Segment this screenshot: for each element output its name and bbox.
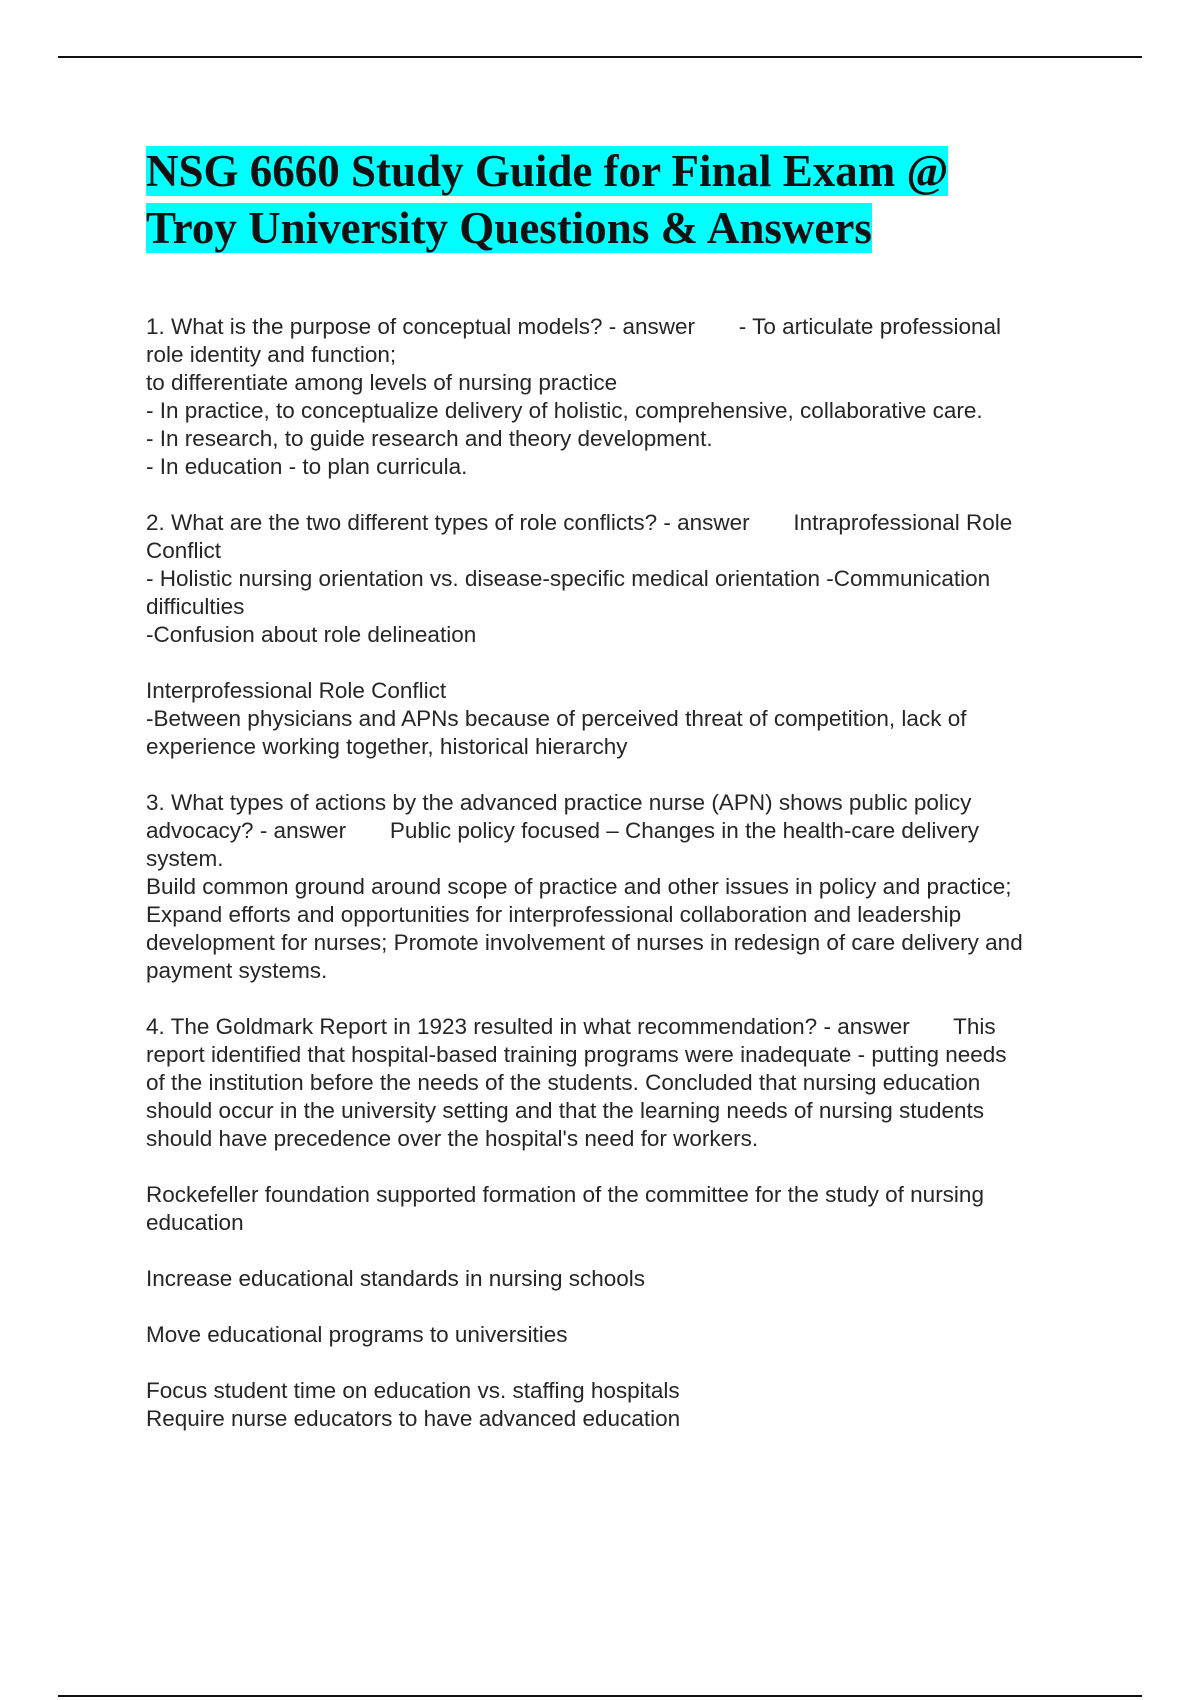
text-line: Increase educational standards in nursing schools (146, 1266, 646, 1291)
text-line: Conflict (146, 538, 222, 563)
paragraph (146, 789, 1096, 985)
text-line: 1. What is the purpose of conceptual models? - answer - To articulate professional (146, 314, 1002, 339)
paragraph-gap (146, 1293, 1096, 1321)
text-line: experience working together, historical hierarchy (146, 734, 628, 759)
text-line: - In education - to plan curricula. (146, 454, 468, 479)
paragraph (146, 1181, 1096, 1237)
text-line: education (146, 1210, 244, 1235)
bottom-divider (58, 1695, 1142, 1697)
text-line: should have precedence over the hospital's need for workers. (146, 1126, 759, 1151)
text-line: advocacy? - answer Public policy focused – Changes in the health-care delivery (146, 818, 979, 843)
text-line: development for nurses; Promote involvement of nurses in redesign of care delivery and (146, 930, 1023, 955)
text-line: 3. What types of actions by the advanced practice nurse (APN) shows public policy (146, 790, 972, 815)
paragraph (146, 1321, 1096, 1349)
text-line: - Holistic nursing orientation vs. disease-specific medical orientation -Communication (146, 566, 991, 591)
paragraph (146, 1265, 1096, 1293)
paragraph-gap (146, 985, 1096, 1013)
text-line: Move educational programs to universities (146, 1322, 568, 1347)
document-body (146, 313, 1096, 1433)
text-line: Build common ground around scope of practice and other issues in policy and practice; (146, 874, 1012, 899)
text-line: Focus student time on education vs. staffing hospitals (146, 1378, 680, 1403)
text-line: of the institution before the needs of the students. Concluded that nursing education (146, 1070, 981, 1095)
title-line-1: NSG 6660 Study Guide for Final Exam @ (146, 146, 949, 196)
paragraph (146, 313, 1096, 481)
title-line-2: Troy University Questions & Answers (146, 203, 872, 253)
page-title (146, 143, 1046, 257)
text-line: report identified that hospital-based training programs were inadequate - putting needs (146, 1042, 1007, 1067)
text-line: difficulties (146, 594, 245, 619)
text-line: - In practice, to conceptualize delivery of holistic, comprehensive, collaborative care. (146, 398, 983, 423)
text-line: Interprofessional Role Conflict (146, 678, 447, 703)
text-line: Expand efforts and opportunities for interprofessional collaboration and leadership (146, 902, 962, 927)
paragraph (146, 677, 1096, 761)
paragraph-gap (146, 1153, 1096, 1181)
text-line: system. (146, 846, 224, 871)
paragraph-gap (146, 1349, 1096, 1377)
paragraph-gap (146, 649, 1096, 677)
paragraph-gap (146, 481, 1096, 509)
text-line: Require nurse educators to have advanced education (146, 1406, 681, 1431)
text-line: Rockefeller foundation supported formation of the committee for the study of nursing (146, 1182, 984, 1207)
paragraph (146, 1377, 1096, 1433)
text-line: -Confusion about role delineation (146, 622, 477, 647)
text-line: role identity and function; (146, 342, 397, 367)
paragraph (146, 509, 1096, 649)
text-line: should occur in the university setting and that the learning needs of nursing students (146, 1098, 985, 1123)
text-line: - In research, to guide research and theory development. (146, 426, 713, 451)
paragraph-gap (146, 1237, 1096, 1265)
top-divider (58, 56, 1142, 58)
text-line: 2. What are the two different types of role conflicts? - answer Intraprofessional Role (146, 510, 1013, 535)
paragraph-gap (146, 761, 1096, 789)
text-line: to differentiate among levels of nursing practice (146, 370, 618, 395)
text-line: payment systems. (146, 958, 328, 983)
paragraph (146, 1013, 1096, 1153)
text-line: -Between physicians and APNs because of perceived threat of competition, lack of (146, 706, 967, 731)
text-line: 4. The Goldmark Report in 1923 resulted in what recommendation? - answer This (146, 1014, 996, 1039)
